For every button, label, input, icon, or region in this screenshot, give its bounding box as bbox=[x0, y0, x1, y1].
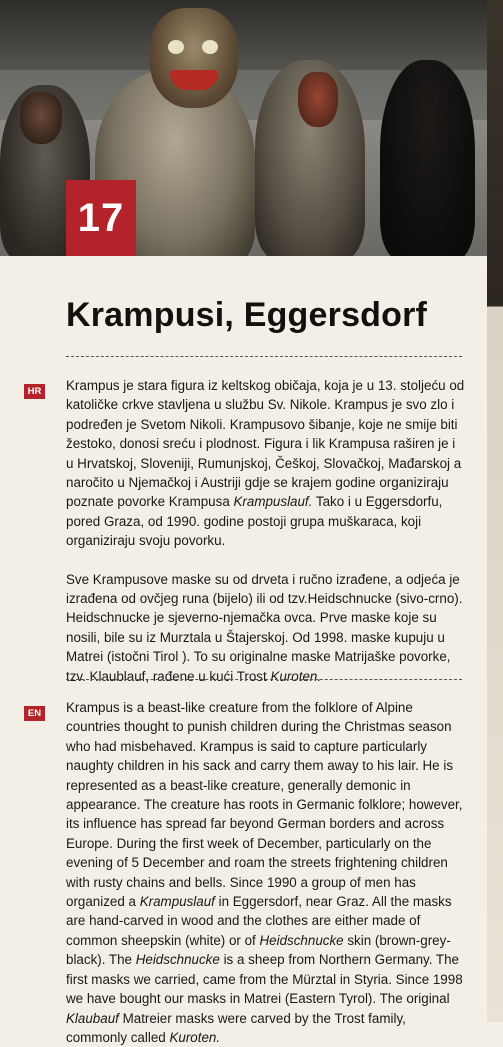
lang-tag-en: EN bbox=[24, 706, 45, 721]
paragraph-hr-2 bbox=[66, 570, 466, 686]
chapter-number-badge: 17 bbox=[66, 180, 136, 256]
text-run: is a sheep from Northern Germany. The first masks we carried, came from the Mürztal in Styria. Since 1998 we have bought our masks in Matrei (Eastern Tyrol). The original bbox=[66, 952, 463, 1007]
lang-tag-hr: HR bbox=[24, 384, 45, 399]
mask-mouth bbox=[170, 70, 218, 90]
mask-eye bbox=[202, 40, 218, 54]
italic-term: Heidschnucke bbox=[135, 952, 220, 968]
page-edge bbox=[487, 0, 503, 1022]
text-run: Tako i u Eggersdorfu, pored Graza, od 1990. godine postoji grupa muškaraca, koji organiziraju svoju povorku. bbox=[66, 494, 443, 549]
krampus-mask-right bbox=[298, 72, 338, 127]
paragraph-hr-1 bbox=[66, 376, 466, 551]
italic-term: Kuroten. bbox=[270, 668, 322, 684]
page-title: Krampusi, Eggersdorf bbox=[66, 296, 428, 334]
text-block-hr bbox=[66, 376, 466, 686]
divider-middle bbox=[66, 679, 462, 680]
text-run: Krampus je stara figura iz keltskog običaja, koja je u 13. stoljeću od katoličke crkve stavljena u službu Sv. Nikole. Krampus je svo zlo i podređen je Svetom Nikoli. Krampusovo šibanje, koje ne smije biti žestoko, donosi sreću i plodnost. Figura i lik Krampusa raširen je i u Hrvatskoj, Sloveniji, Rumunjskoj, Češkoj, Slovačkoj, Mađarskoj a naročito u Njemačkoj i Austriji gdje se krajem godine organiziraju poznate povorke Krampusa bbox=[66, 378, 465, 510]
text-block-en bbox=[66, 698, 466, 1047]
photo-sky bbox=[0, 0, 487, 70]
text-run: in Eggersdorf, near Graz. All the masks are hand-carved in wood and the clothes are either made of common sheepskin (white) or of bbox=[66, 894, 452, 948]
italic-term: Krampuslauf. bbox=[233, 494, 313, 510]
silhouette-figure bbox=[380, 60, 475, 256]
text-run: skin (brown-grey-black). The bbox=[66, 932, 451, 968]
text-run: Sve Krampusove maske su od drveta i ručno izrađene, a odjeća je izrađena od ovčjeg runa (bijelo) ili od tzv.Heidschnucke (sivo-crno). Heidschnucke je sjeverno-njemačka ovca. Prve maske koje su nosili, bile su iz Murztala u Štajerskoj. Od 1998. maske kupuju u Matrei (istočni Tirol ). To su originalne maske Matrijaške povorke, tzv. Klaublauf, rađene u kući Trost bbox=[66, 571, 463, 684]
text-run: Krampus is a beast-like creature from the folklore of Alpine countries thought to punish children during the Christmas season who had misbehaved. Krampus is said to capture particularly naughty children in his sack and carry them away to his lair. He is represented as a beast-like creature, generally demonic in appearance. The creature has roots in Germanic folklore; however, its influence has spread far beyond German borders and across Europe. During the first week of December, particularly on the evening of 5 December and roam the streets frightening children with rusty chains and bells. Since 1990 a group of men has organized a bbox=[66, 700, 463, 910]
mask-eye bbox=[168, 40, 184, 54]
italic-term: Krampuslauf bbox=[139, 894, 215, 910]
italic-term: Klaubauf bbox=[66, 1010, 119, 1026]
paragraph-en-1 bbox=[66, 698, 466, 1047]
krampus-mask-center bbox=[150, 8, 238, 108]
italic-term: Kuroten. bbox=[169, 1029, 221, 1045]
divider-top bbox=[66, 356, 462, 357]
italic-term: Heidschnucke bbox=[259, 932, 344, 948]
text-run: Matreier masks were carved by the Trost family, commonly called bbox=[66, 1010, 406, 1045]
krampus-mask-left bbox=[20, 92, 62, 144]
